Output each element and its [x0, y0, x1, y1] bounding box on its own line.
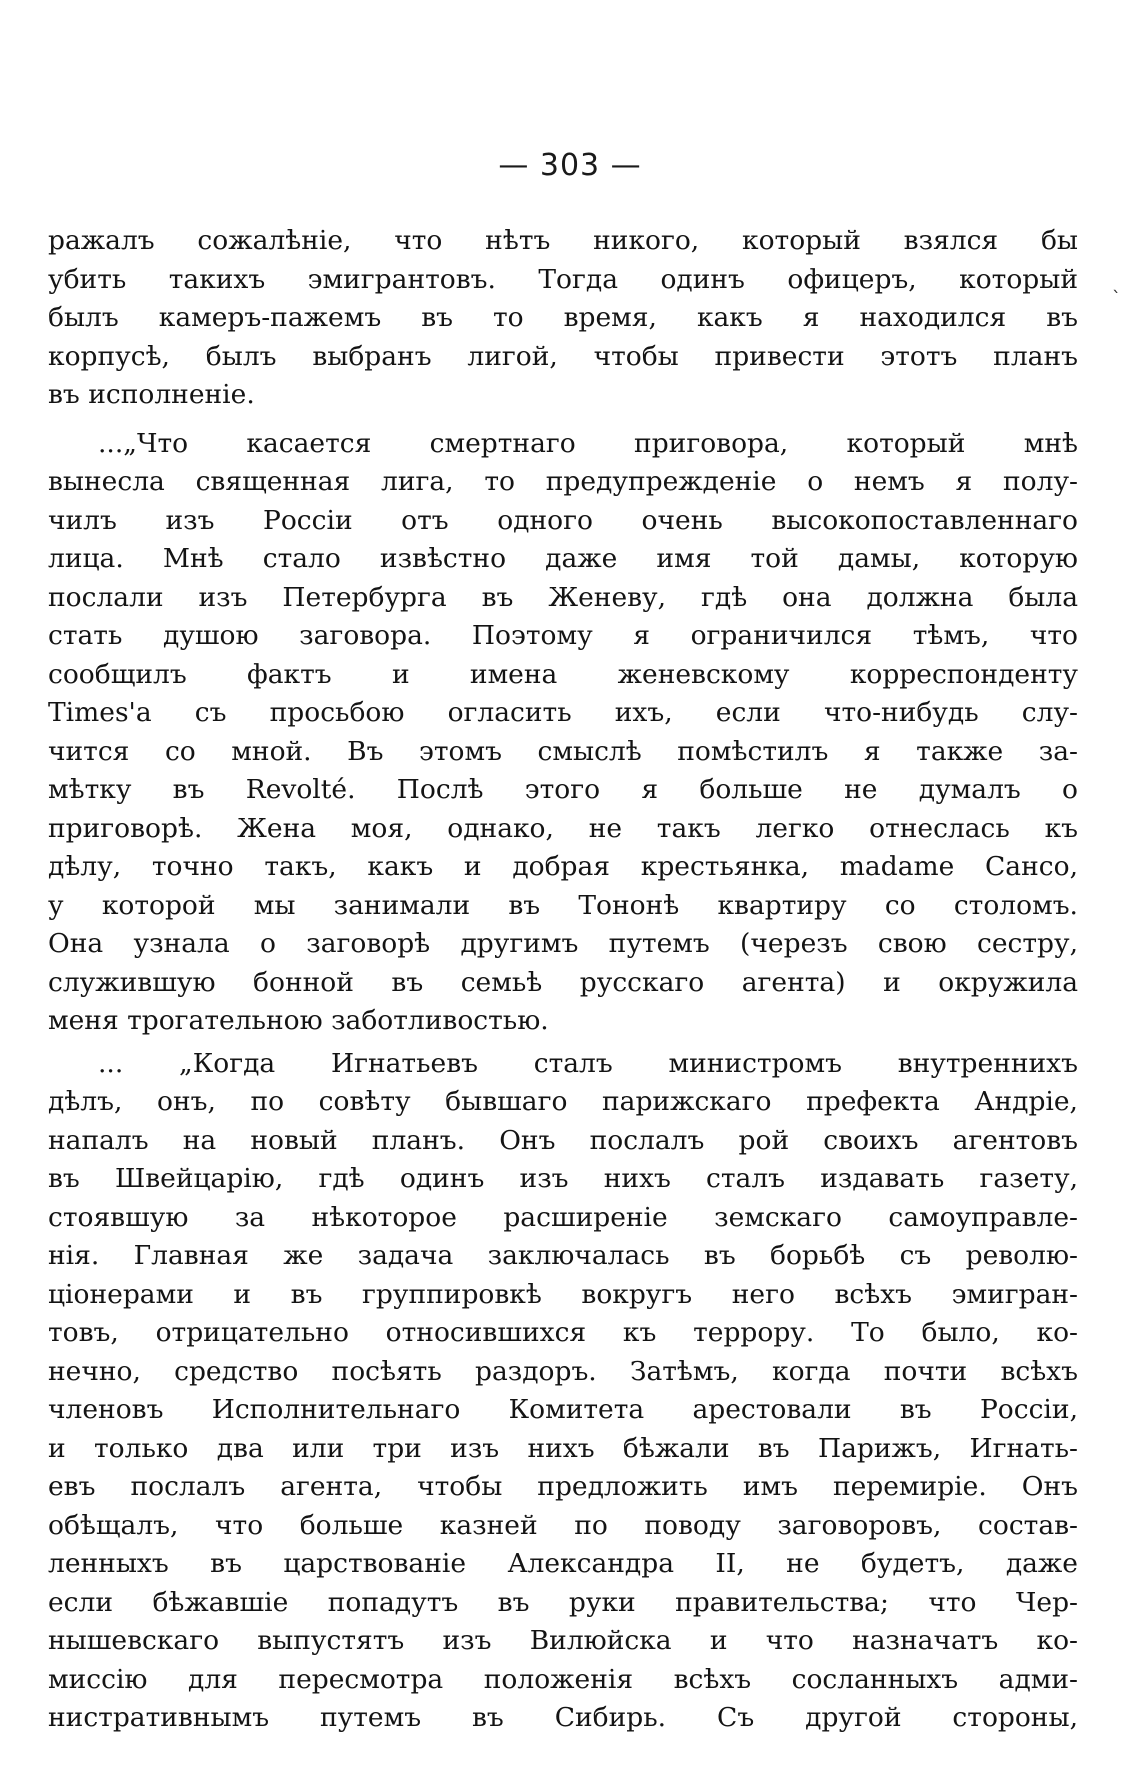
text-line: корпусѣ, былъ выбранъ лигой, чтобы привести этотъ планъ — [48, 340, 1078, 372]
text-line: въ Швейцарію, гдѣ одинъ изъ нихъ сталъ издавать газету, — [48, 1163, 1078, 1194]
text-line: напалъ на новый планъ. Онъ послалъ рой своихъ агентовъ — [48, 1124, 1078, 1156]
text-line: евъ послалъ агента, чтобы предложить имъ перемиріе. Онъ — [48, 1471, 1078, 1502]
text-line: Times'а съ просьбою огласить ихъ, если что-нибудь слу- — [48, 697, 1078, 728]
text-line: ленныхъ въ царствованіе Александра II, не будетъ, даже — [48, 1548, 1078, 1579]
text-line: у которой мы занимали въ Тононѣ квартиру со столомъ. — [48, 889, 1078, 921]
text-line: мѣтку въ Revolté. Послѣ этого я больше не думалъ о — [48, 774, 1078, 805]
text-line: вынесла священная лига, то предупрежденіе о немъ я полу- — [48, 466, 1078, 497]
text-line: нечно, средство посѣять раздоръ. Затѣмъ, когда почти всѣхъ — [48, 1355, 1078, 1387]
text-line: былъ камеръ-пажемъ въ то время, какъ я находился въ — [48, 302, 1078, 333]
text-line: нышевскаго выпустятъ изъ Вилюйска и что назначатъ ко- — [48, 1625, 1078, 1656]
text-line: чится со мной. Въ этомъ смыслѣ помѣстилъ я также за- — [48, 735, 1078, 767]
text-line: чилъ изъ Россіи отъ одного очень высокопоставленнаго — [48, 504, 1078, 536]
text-line: нистративнымъ путемъ въ Сибирь. Съ другой стороны, — [48, 1702, 1078, 1733]
text-line: ...„Что касается смертнаго приговора, который мнѣ — [98, 427, 1078, 459]
text-line: и только два или три изъ нихъ бѣжали въ Парижъ, Игнать- — [48, 1432, 1078, 1464]
text-line: служившую бонной въ семьѣ русскаго агента) и окружила — [48, 966, 1078, 998]
text-line: если бѣжавшіе попадутъ въ руки правительства; что Чер- — [48, 1586, 1078, 1618]
text-line: меня трогательною заботливостью. — [48, 1005, 549, 1036]
text-line: ... „Когда Игнатьевъ сталъ министромъ внутреннихъ — [98, 1047, 1078, 1079]
text-line: дѣлъ, онъ, по совѣту бывшаго парижскаго префекта Андріе, — [48, 1086, 1078, 1117]
text-line: ражалъ сожалѣніе, что нѣтъ никого, который взялся бы — [48, 225, 1078, 256]
margin-mark: ` — [1112, 288, 1121, 309]
text-line: послали изъ Петербурга въ Женеву, гдѣ она должна была — [48, 581, 1078, 613]
text-line: миссію для пересмотра положенія всѣхъ сосланныхъ адми- — [48, 1663, 1078, 1695]
text-line: дѣлу, точно такъ, какъ и добрая крестьянка, madame Сансо, — [48, 851, 1078, 882]
text-line: нія. Главная же задача заключалась въ борьбѣ съ револю- — [48, 1240, 1078, 1271]
text-line: товъ, отрицательно относившихся къ террору. То было, ко- — [48, 1317, 1078, 1348]
text-line: приговорѣ. Жена моя, однако, не такъ легко отнеслась къ — [48, 812, 1078, 844]
text-line: обѣщалъ, что больше казней по поводу заговоровъ, состав- — [48, 1509, 1078, 1541]
text-line: лица. Мнѣ стало извѣстно даже имя той дамы, которую — [48, 543, 1078, 574]
text-line: сообщилъ фактъ и имена женевскому корреспонденту — [48, 658, 1078, 690]
text-line: ціонерами и въ группировкѣ вокругъ него всѣхъ эмигран- — [48, 1278, 1078, 1310]
text-line: убить такихъ эмигрантовъ. Тогда одинъ офицеръ, который — [48, 263, 1078, 295]
text-line: Она узнала о заговорѣ другимъ путемъ (черезъ свою сестру, — [48, 928, 1078, 959]
page-number: — 303 — — [498, 148, 642, 183]
text-line: членовъ Исполнительнаго Комитета арестовали въ Россіи, — [48, 1394, 1078, 1425]
body-text — [48, 222, 1078, 1738]
text-line: стать душою заговора. Поэтому я ограничился тѣмъ, что — [48, 620, 1078, 651]
text-line: стоявшую за нѣкоторое расширеніе земскаго самоуправле- — [48, 1201, 1078, 1233]
text-line: въ исполненіе. — [48, 379, 255, 410]
